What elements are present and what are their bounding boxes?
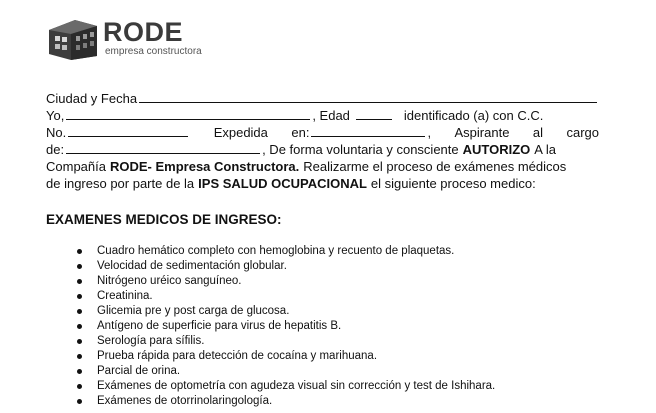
label-autorizo: AUTORIZO — [462, 142, 531, 157]
company-logo — [45, 16, 205, 60]
name-field[interactable] — [66, 108, 310, 120]
exam-label: Exámenes de otorrinolaringología. — [97, 395, 273, 407]
bullet-icon — [77, 369, 82, 374]
label-de: de: — [46, 142, 65, 157]
bullet-icon — [77, 264, 82, 269]
company-name: RODE- Empresa Constructora. — [109, 159, 300, 174]
exam-label: Antígeno de superficie para virus de hepatitis B. — [97, 320, 342, 332]
logo-subtitle: empresa constructora — [105, 46, 202, 57]
building-logo-icon — [45, 16, 101, 60]
list-item — [46, 349, 495, 364]
bullet-icon — [77, 399, 82, 404]
list-item — [46, 274, 495, 289]
form-line-position — [46, 141, 599, 158]
label-identificado: identificado (a) con C.C. — [403, 108, 544, 123]
label-cargo: cargo — [566, 125, 599, 140]
list-item — [46, 259, 495, 274]
label-no: No. — [46, 125, 67, 140]
list-item — [46, 244, 495, 259]
position-field[interactable] — [66, 142, 260, 154]
label-a-la: A la — [534, 142, 556, 157]
label-de-forma: , De forma voluntaria y consciente — [262, 142, 459, 157]
issued-in-field[interactable] — [311, 125, 425, 137]
exam-list — [46, 244, 495, 409]
exam-label: Creatinina. — [97, 290, 153, 302]
city-date-field[interactable] — [139, 91, 597, 103]
bullet-icon — [77, 309, 82, 314]
ips-name: IPS SALUD OCUPACIONAL — [198, 176, 367, 191]
bullet-icon — [77, 339, 82, 344]
label-aspirante: Aspirante — [454, 125, 510, 140]
list-item — [46, 379, 495, 394]
list-item — [46, 334, 495, 349]
bullet-icon — [77, 294, 82, 299]
label-expedida: Expedida — [213, 125, 268, 140]
label-edad: , Edad — [312, 108, 350, 123]
label-city-date: Ciudad y Fecha — [46, 91, 138, 106]
list-item — [46, 394, 495, 409]
age-field[interactable] — [356, 108, 392, 120]
label-de-ingreso: de ingreso por parte de la — [46, 176, 195, 191]
section-title: EXAMENES MEDICOS DE INGRESO: — [46, 212, 282, 227]
list-item — [46, 364, 495, 379]
exam-label: Prueba rápida para detección de cocaína y marihuana. — [97, 350, 378, 362]
label-comma: , — [427, 125, 432, 140]
logo-name: RODE — [103, 17, 184, 47]
list-item — [46, 304, 495, 319]
id-number-field[interactable] — [68, 125, 188, 137]
form-line-city-date — [46, 90, 599, 107]
bullet-icon — [77, 384, 82, 389]
form-line-company — [46, 158, 599, 175]
label-al: al — [532, 125, 544, 140]
exam-label: Exámenes de optometría con agudeza visual sin corrección y test de Ishihara. — [97, 380, 496, 392]
label-realizarme: Realizarme el proceso de exámenes médicos — [303, 159, 567, 174]
exam-label: Parcial de orina. — [97, 365, 181, 377]
authorization-form — [46, 90, 599, 192]
label-compania: Compañía — [46, 159, 106, 174]
list-item — [46, 319, 495, 334]
form-line-id — [46, 124, 599, 141]
exam-label: Nitrógeno uréico sanguíneo. — [97, 275, 242, 287]
label-en: en: — [291, 125, 310, 140]
exam-label: Velocidad de sedimentación globular. — [97, 260, 287, 272]
bullet-icon — [77, 354, 82, 359]
exam-label: Cuadro hemático completo con hemoglobina y recuento de plaquetas. — [97, 245, 455, 257]
form-line-ips — [46, 175, 599, 192]
list-item — [46, 289, 495, 304]
bullet-icon — [77, 249, 82, 254]
exam-label: Serología para sífilis. — [97, 335, 205, 347]
exam-label: Glicemia pre y post carga de glucosa. — [97, 305, 290, 317]
form-line-name — [46, 107, 599, 124]
bullet-icon — [77, 279, 82, 284]
label-proceso: el siguiente proceso medico: — [370, 176, 536, 191]
bullet-icon — [77, 324, 82, 329]
label-yo: Yo, — [46, 108, 65, 123]
